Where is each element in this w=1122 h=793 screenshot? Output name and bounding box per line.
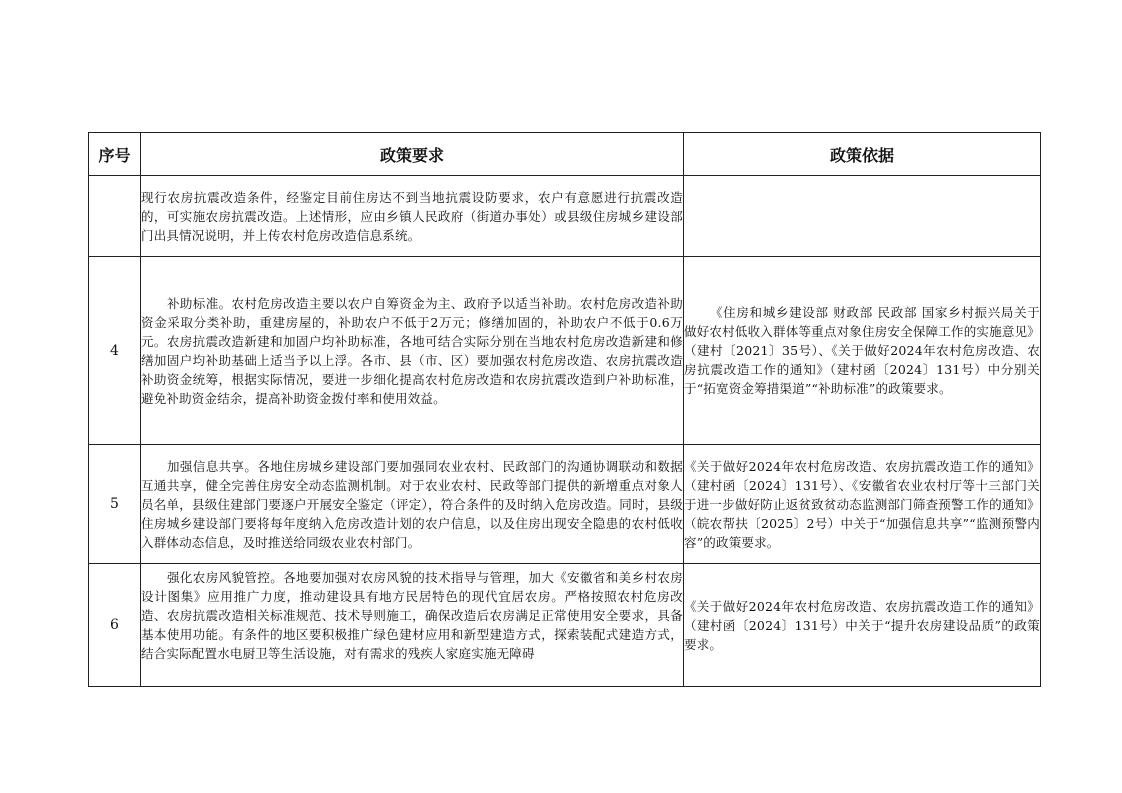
policy-requirement: 补助标准。农村危房改造主要以农户自筹资金为主、政府予以适当补助。农村危房改造补助资金采取分类补助，重建房屋的，补助农户不低于2万元；修缮加固的，补助农户不低于0.6万元。农房抗震改造新建和加固户均补助标准，各地可结合实际分别在当地农村危房改造新建和修缮加固户均补助基础上适当予以上浮。各市、县（市、区）要加强农村危房改造、农房抗震改造补助资金统筹，根据实际情况，要进一步细化提高农村危房改造和农房抗震改造到户补助标准，避免补助资金结余，提高补助资金拨付率和使用效益。 xyxy=(141,257,684,445)
table-row xyxy=(89,564,1041,687)
row-number: 5 xyxy=(89,445,141,564)
header-basis: 政策依据 xyxy=(684,133,1041,176)
policy-requirement: 加强信息共享。各地住房城乡建设部门要加强同农业农村、民政部门的沟通协调联动和数据互通共享，健全完善住房安全动态监测机制。对于农业农村、民政等部门提供的新增重点对象人员名单，县级住建部门要逐户开展安全鉴定（评定），符合条件的及时纳入危房改造。同时，县级住房城乡建设部门要将每年度纳入危房改造计划的农户信息，以及住房出现安全隐患的农村低收入群体动态信息，及时推送给同级农业农村部门。 xyxy=(141,445,684,564)
row-number: 4 xyxy=(89,257,141,445)
policy-table xyxy=(88,132,1041,687)
policy-basis: 《关于做好2024年农村危房改造、农房抗震改造工作的通知》（建村函〔2024〕131号）中关于“提升农房建设品质”的政策要求。 xyxy=(684,564,1041,687)
policy-requirement: 现行农房抗震改造条件，经鉴定目前住房达不到当地抗震设防要求，农户有意愿进行抗震改造的，可实施农房抗震改造。上述情形，应由乡镇人民政府（街道办事处）或县级住房城乡建设部门出具情况说明，并上传农村危房改造信息系统。 xyxy=(141,176,684,257)
policy-basis: 《关于做好2024年农村危房改造、农房抗震改造工作的通知》（建村函〔2024〕131号）、《安徽省农业农村厅等十三部门关于进一步做好防止返贫致贫动态监测部门筛查预警工作的通知》（皖农帮扶〔2025〕2号）中关于“加强信息共享”“监测预警内容”的政策要求。 xyxy=(684,445,1041,564)
header-row xyxy=(89,133,1041,176)
header-no: 序号 xyxy=(89,133,141,176)
table-row xyxy=(89,257,1041,445)
policy-requirement: 强化农房风貌管控。各地要加强对农房风貌的技术指导与管理，加大《安徽省和美乡村农房设计图集》应用推广力度，推动建设具有地方民居特色的现代宜居农房。严格按照农村危房改造、农房抗震改造相关标准规范、技术导则施工，确保改造后农房满足正常使用安全要求，具备基本使用功能。有条件的地区要积极推广绿色建材应用和新型建造方式，探索装配式建造方式，结合实际配置水电厨卫等生活设施，对有需求的残疾人家庭实施无障碍 xyxy=(141,564,684,687)
table-row xyxy=(89,445,1041,564)
row-number xyxy=(89,176,141,257)
row-number: 6 xyxy=(89,564,141,687)
policy-basis: 《住房和城乡建设部 财政部 民政部 国家乡村振兴局关于做好农村低收入群体等重点对象住房安全保障工作的实施意见》（建村〔2021〕35号）、《关于做好2024年农村危房改造、农房抗震改造工作的通知》（建村函〔2024〕131号）中分别关于“拓宽资金筹措渠道”“补助标准”的政策要求。 xyxy=(684,257,1041,445)
policy-basis xyxy=(684,176,1041,257)
table-row xyxy=(89,176,1041,257)
header-requirement: 政策要求 xyxy=(141,133,684,176)
